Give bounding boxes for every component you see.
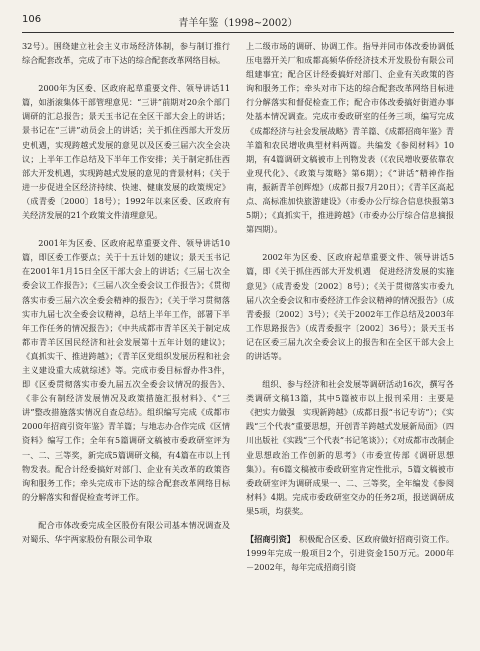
paragraph: 2002年为区委、区政府起草重要文件、领导讲话5篇，即《关于抓住西部大开发机遇 促进经济发展的实施意见》（成青委发〔2002〕8号）；《关于贯彻落实市委九届八次全委会议和市委经济工作会议精神的情况报告》（成青委报〔2002〕3号）；《关于2002年工作总结及2003年工作思路报告》（成青委报字〔2002〕36号）；景天玉书记在区委三届九次全委会议上的报告和在全区干部大会上的讲话等。 [246,252,454,361]
page-number: 106 [22,14,42,25]
page-header [22,14,454,30]
header-rule [22,32,454,33]
paragraph: 配合市体改委完成全区股份有限公司基本情况调查及对蜀乐、华宇两家股份有限公司争取 [22,519,230,544]
paragraph: 组织、参与经济和社会发展等调研活动16次，撰写各类调研文稿13篇，其中5篇被市以上报刊采用：主要是《把实力做强 实现新跨越》（成都日报“书记专访”）；《实践“三个代表”重要思想，开创青羊跨越式发展新局面》（四川出版社《实践“三个代表”书记笔谈》）；《对成都市改制企业思想政治工作创新的思考》（市委宣传部《调研思想集》）。有6篇文稿被市委政研室肯定性批示，5篇文稿被市委政研室评为调研成果一、二、三等奖，全年编发《参阅材料》4期。完成市委政研室交办的任务2项，报送调研成果5项，均获奖。 [246,379,454,516]
section-tag: 【招商引资】 [246,534,291,544]
left-column [22,39,230,546]
paragraph [246,532,454,574]
running-title: 青羊年鉴（1998~2002） [178,18,298,29]
paragraph: 2001年为区委、区政府起草重要文件、领导讲话10篇，即区委工作要点；关于十五计划的建议；景天玉书记在2001年1月15日全区干部大会上的讲话；《三届七次全委会议工作报告》；《三届八次全委会议工作报告》；《贯彻落实市委三届六次全委会精神的报告》；《关于学习贯彻落实市九届七次全委会议精神，总结上半年工作，部署下半年工作任务的情况报告》；《中共成都市青羊区关于制定成都市青羊区国民经济和社会发展第十五年计划的建议》；《真抓实干、推进跨越》；《青羊区党组织发展历程和社会主义建设重大成就综述》等。完成市委目标督办件3件，即《区委贯彻落实市委九届五次全委会议情况的报告》、《非公有制经济发展情况及政策措施汇报材料》、《“三讲”整改措施落实情况自查总结》。组织编写完成《成都市2000年招商引资年鉴》青羊篇；与地志办合作完成《区情资料》编写工作；全年有5篇调研文稿被市委政研室评为一、二、三等奖，新完成5篇调研文稿，有4篇在市以上刊物发表。配合计经委搞好对部门、企业有关改革的政策咨询和服务工作；牵头完成市下达的综合配套改革网络目标的分解落实和督促检查考评工作。 [22,238,230,502]
paragraph: 32号）。围绕建立社会主义市场经济体制，参与制订推行综合配套改革，完成了市下达的综合配套改革网络目标。 [22,41,230,66]
paragraph: 2000年为区委、区政府起草重要文件、领导讲话11篇，如浙滚集体干部管理意见：“三讲”前期对20余个部门调研的汇总报告；景天玉书记在全区干部大会上的讲话；景书记在“三讲”动员会上的讲话；关于抓住西部大开发历史机遇，实现跨越式发展的意见以及区委三届六次全会决议；上半年工作总结及下半年工作安排；关于制定抓住西部大开发机遇，实现跨越式发展的意见的背景材料；《关于进一步促进全区经济持续、快速、健康发展的政策规定》（成青委〔2000〕18号）；1992年以来区委、区政府有关经济发展的21个政策文件清理意见。 [22,83,230,221]
paragraph-text: 积极配合区委、区政府做好招商引资工作。1999年完成一般项目2个，引进资金150万元。2000年－2002年，每年完成招商引资 [246,534,454,573]
paragraph: 上二级市场的调研、协调工作。指导并同市体改委协调低压电器开关厂和成都高频华侨经济技术开发股份有限公司组建事宜；配合区计经委搞好对部门、企业有关政策的咨询和服务工作；牵头对市下达的综合配套改革网络目标进行分解落实和督促检查工作；配合市体改委搞好街道办事处基本情况调查。完成市委政研室的任务三项，编写完成《成都经济与社会发展战略》青羊篇、《成都招商年鉴》青羊篇和农民增收典型材料两篇。共编发《参阅材料》10期，有4篇调研文稿被市上刊物发表（《农民增收要依靠农业现代化》、《政策与策略》第6期）；《“讲话”精神作指南，振新青羊创辉煌》（成都日报7月20日）；《青羊区高起点、高标准加快旅游建设》（市委办公厅综合信息快报第35期）；《真抓实干，推进跨越》（市委办公厅综合信息摘报第四期）。 [246,41,454,235]
right-column [246,39,454,574]
